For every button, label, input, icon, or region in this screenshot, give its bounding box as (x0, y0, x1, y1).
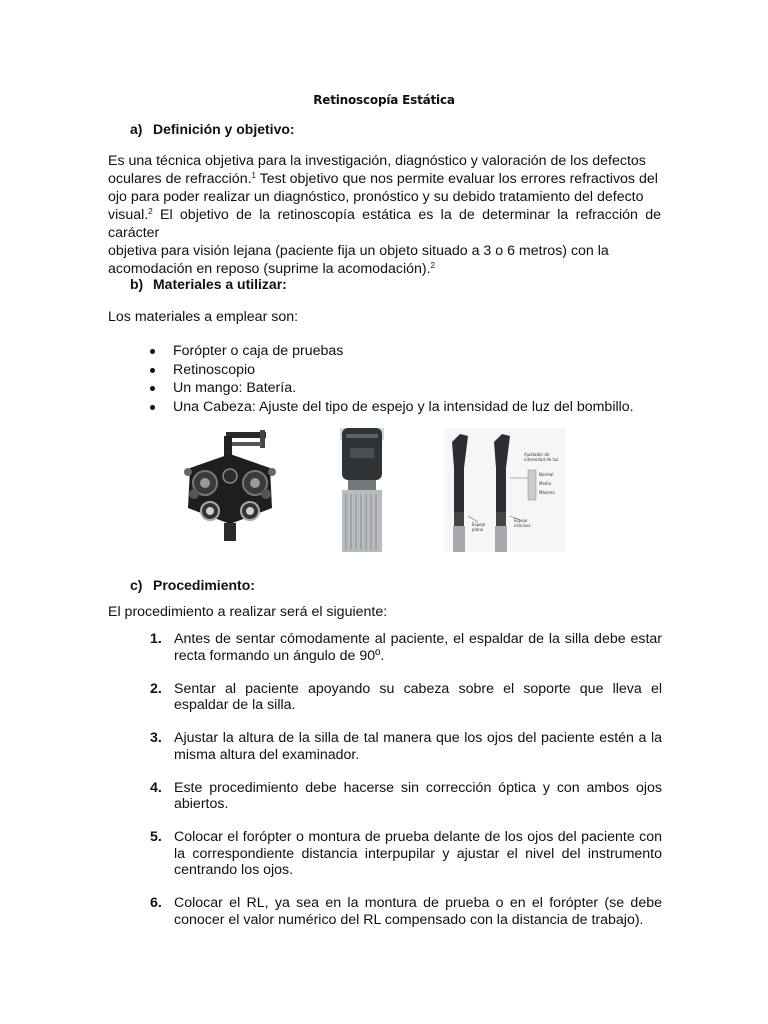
fig-label: Máxima (539, 490, 555, 495)
fig-label: Normal (539, 472, 554, 477)
fig-label: cóncavo (514, 523, 531, 528)
fig-label: intensidad de luz (524, 457, 559, 462)
materials-figures (180, 428, 570, 553)
fig-label: Espejo (514, 518, 528, 523)
fig-label: plano (472, 527, 484, 532)
para-line: visual.$^2$ El objetivo de la retinoscopía estática es la de determinar la refracción de carácter (108, 207, 661, 241)
list-item: Una Cabeza: Ajuste del tipo de espejo y la intensidad de luz del bombillo. (150, 398, 634, 417)
list-item: Retinoscopio (150, 361, 634, 380)
list-item: Forópter o caja de pruebas (150, 342, 634, 361)
footnote-ref: 1 (251, 171, 256, 180)
list-item (150, 829, 662, 879)
section-a-title: Definición y objetivo: (153, 121, 295, 137)
phoropter-image (180, 428, 280, 548)
para-line: Es una técnica objetiva para la investigación, diagnóstico y valoración de los defectos (108, 153, 646, 169)
para-line: objetiva para visión lejana (paciente fija un objeto situado a 3 o 6 metros) con la (108, 243, 609, 259)
step-text: Este procedimiento debe hacerse sin corrección óptica y con ambos ojos abiertos. (174, 779, 662, 812)
step-number: 2. (150, 680, 162, 697)
fig-label: Espejo (472, 522, 486, 527)
retinoscope-heads-image (444, 428, 566, 552)
section-b-title: Materiales a utilizar: (153, 276, 287, 292)
step-number: 1. (150, 631, 162, 647)
list-item (150, 631, 662, 664)
footnote-ref: 2 (148, 207, 153, 216)
list-item (150, 895, 662, 928)
list-item (150, 681, 662, 714)
list-item (150, 780, 662, 813)
materials-intro: Los materiales a emplear son: (108, 309, 299, 325)
fig-label: Media (539, 481, 552, 486)
step-text: Colocar el RL, ya sea en la montura de prueba o en el forópter (se debe conocer el valor numérico del RL compensado con la distancia de trabajo). (174, 895, 662, 928)
materials-list (150, 342, 634, 416)
step-number: 4. (150, 779, 162, 796)
section-b-letter: b) (130, 276, 144, 292)
step-text: Sentar al paciente apoyando su cabeza sobre el soporte que lleva el espaldar de la silla. (174, 680, 662, 713)
section-c-letter: c) (130, 577, 143, 593)
procedure-steps (150, 631, 662, 945)
section-a-heading (130, 121, 295, 137)
document-title: Retinoscopía Estática (313, 93, 455, 107)
section-a-paragraph (108, 152, 661, 278)
step-text: Colocar el forópter o montura de prueba delante de los ojos del paciente con la correspondiente distancia interpupilar y ajustar el nivel del instrumento centrando los ojos. (174, 829, 662, 878)
battery-handle-image (330, 428, 394, 552)
section-b-heading (130, 276, 287, 292)
procedure-intro: El procedimiento a realizar será el siguiente: (108, 604, 388, 620)
section-c-heading (130, 577, 255, 593)
step-number: 5. (150, 829, 162, 845)
footnote-ref: 2 (430, 261, 435, 270)
step-text: Antes de sentar cómodamente al paciente, el espaldar de la silla debe estar recta formando un ángulo de 90º. (174, 631, 662, 664)
para-line: acomodación en reposo (suprime la acomodación).$^2$ (108, 261, 435, 277)
list-item (150, 730, 662, 763)
step-text: Ajustar la altura de la silla de tal manera que los ojos del paciente estén a la misma altura del examinador. (174, 730, 662, 763)
section-c-title: Procedimiento: (153, 577, 255, 593)
para-line: ojo para poder realizar un diagnóstico, pronóstico y su debido tratamiento del defecto (108, 189, 644, 205)
para-line: oculares de refracción.$^1$ Test objetivo que nos permite evaluar los errores refractivos del (108, 171, 658, 187)
step-number: 3. (150, 730, 162, 746)
fig-label: Ajustador de (524, 452, 550, 457)
section-a-letter: a) (130, 121, 143, 137)
step-number: 6. (150, 895, 162, 911)
list-item: Un mango: Batería. (150, 379, 634, 398)
